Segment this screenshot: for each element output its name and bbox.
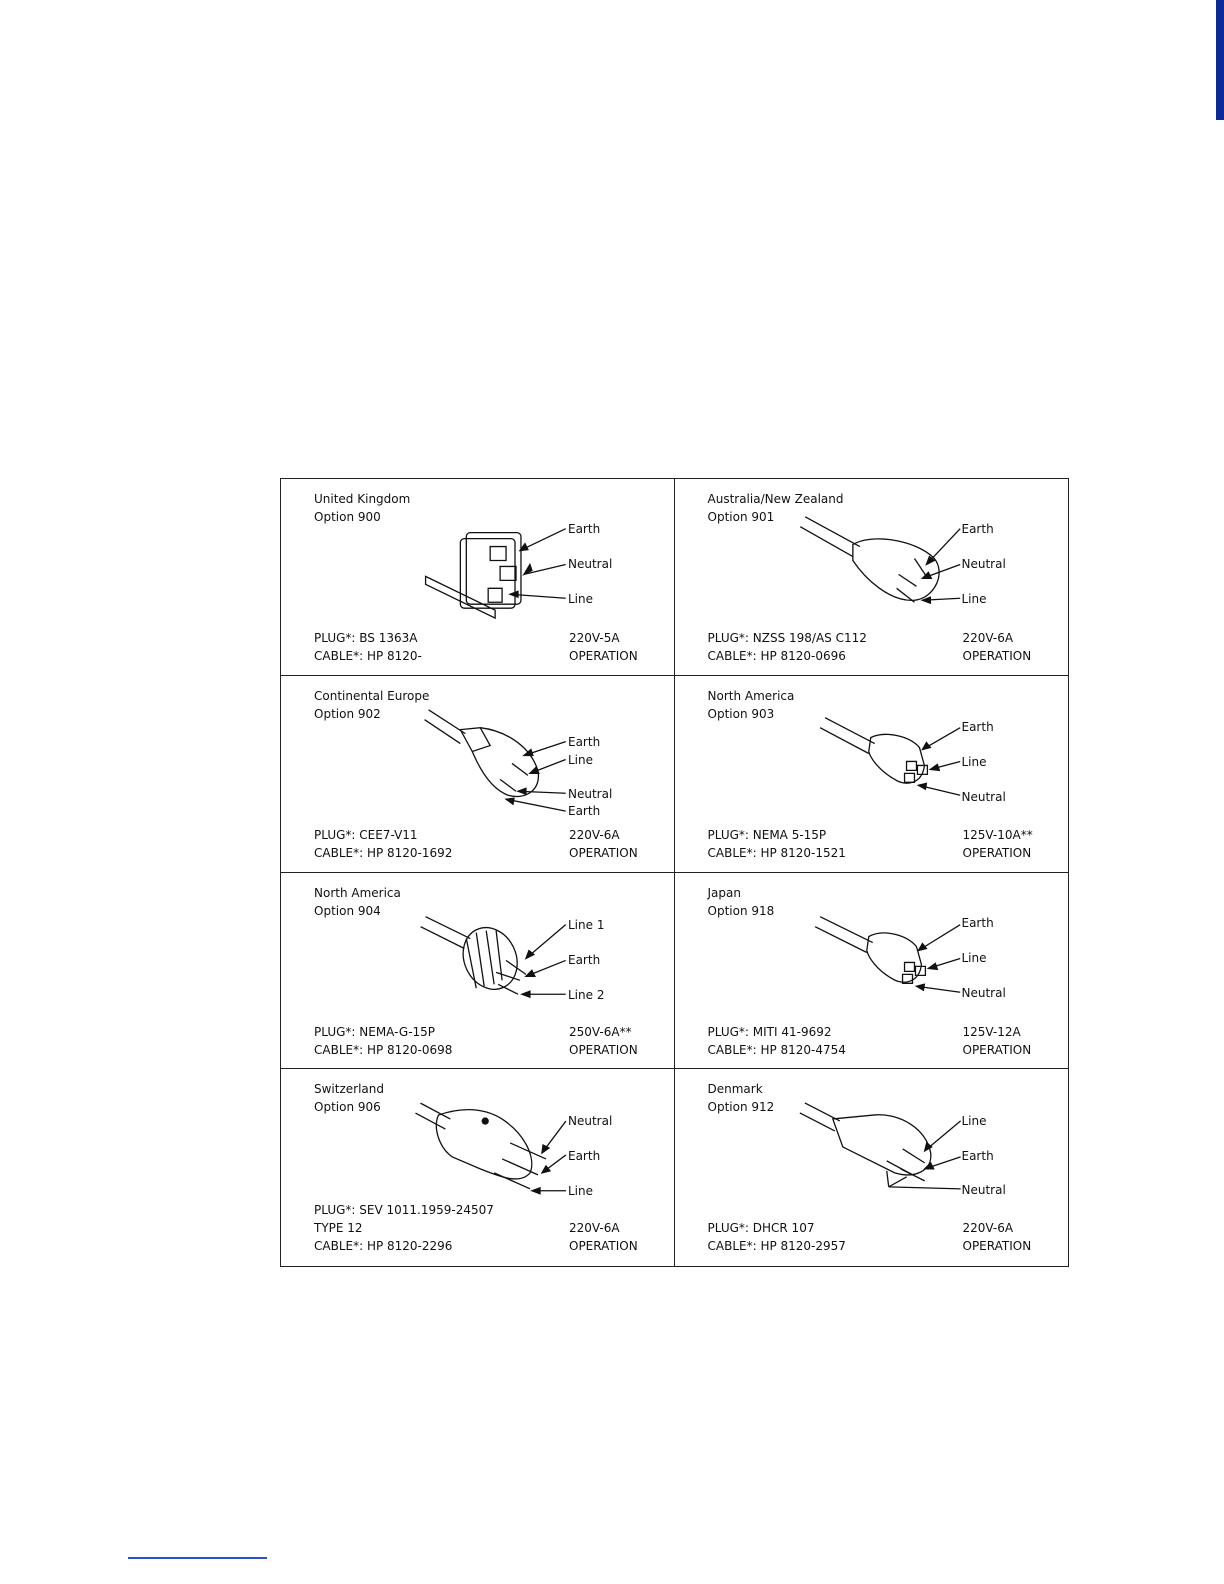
voltage-rating: 220V-6A xyxy=(962,1221,1014,1236)
pin-label-neutral: Neutral xyxy=(961,789,1006,804)
operation-label: OPERATION xyxy=(962,1239,1032,1254)
pin-label-line-1: Line 1 xyxy=(568,917,605,932)
country-label: Denmark xyxy=(707,1082,763,1097)
power-cord-table xyxy=(280,478,1069,1267)
pin-label-earth: Earth xyxy=(961,1149,994,1164)
operation-label: OPERATION xyxy=(962,649,1032,663)
plug-spec: PLUG*: NEMA 5-15P xyxy=(707,827,827,842)
cell-north-america-903 xyxy=(675,676,1069,873)
operation-label: OPERATION xyxy=(962,845,1032,860)
pin-label-neutral: Neutral xyxy=(568,786,613,801)
plug-spec: PLUG*: SEV 1011.1959-24507 xyxy=(314,1203,494,1218)
plug-spec: PLUG*: DHCR 107 xyxy=(707,1221,815,1236)
plug-spec: PLUG*: NZSS 198/AS C112 xyxy=(707,631,867,645)
plug-spec: PLUG*: NEMA-G-15P xyxy=(314,1024,436,1039)
pin-label-line-2: Line 2 xyxy=(568,987,605,1002)
cable-part-number: CABLE*: HP 8120-1692 xyxy=(314,845,453,860)
pin-label-line: Line xyxy=(961,592,987,606)
cable-part-number: CABLE*: HP 8120-0696 xyxy=(707,649,846,663)
country-label: Japan xyxy=(707,885,741,900)
option-number: Option 918 xyxy=(707,903,775,918)
footnote-rule xyxy=(128,1557,267,1559)
cable-part-number: CABLE*: HP 8120-0698 xyxy=(314,1042,453,1057)
operation-label: OPERATION xyxy=(569,649,638,663)
edge-color-bar xyxy=(1216,0,1224,120)
pin-label-line: Line xyxy=(961,1114,987,1129)
pin-label-line: Line xyxy=(568,1184,594,1199)
country-label: North America xyxy=(314,885,401,900)
option-number: Option 912 xyxy=(707,1100,775,1115)
voltage-rating: 125V-12A xyxy=(962,1024,1021,1039)
cable-part-number: CABLE*: HP 8120-1521 xyxy=(707,845,846,860)
voltage-rating: 250V-6A** xyxy=(569,1024,632,1039)
pin-label-line: Line xyxy=(961,950,987,965)
voltage-rating: 220V-5A xyxy=(569,631,620,645)
pin-label-earth: Earth xyxy=(961,719,994,734)
cell-japan xyxy=(675,873,1069,1070)
option-number: Option 900 xyxy=(314,510,381,524)
plug-type: TYPE 12 xyxy=(314,1221,363,1236)
voltage-rating: 220V-6A xyxy=(962,631,1014,645)
cell-continental-europe xyxy=(281,676,675,873)
plug-spec: PLUG*: MITI 41-9692 xyxy=(707,1024,832,1039)
cable-part-number: CABLE*: HP 8120-4754 xyxy=(707,1042,846,1057)
pin-label-earth: Earth xyxy=(568,734,601,749)
pin-label-earth-2: Earth xyxy=(568,803,601,818)
country-label: North America xyxy=(707,688,795,703)
pin-label-neutral: Neutral xyxy=(961,1183,1006,1198)
option-number: Option 906 xyxy=(314,1100,381,1115)
pin-label-neutral: Neutral xyxy=(568,557,613,571)
cell-denmark xyxy=(675,1069,1069,1266)
option-number: Option 902 xyxy=(314,706,381,721)
pin-label-earth: Earth xyxy=(568,522,601,536)
option-number: Option 904 xyxy=(314,903,381,918)
country-label: Continental Europe xyxy=(314,688,430,703)
pin-label-line: Line xyxy=(568,592,594,606)
cable-part-number: CABLE*: HP 8120- xyxy=(314,649,422,663)
pin-label-earth: Earth xyxy=(568,1149,601,1164)
voltage-rating: 220V-6A xyxy=(569,827,620,842)
option-number: Option 903 xyxy=(707,706,775,721)
plug-spec: PLUG*: BS 1363A xyxy=(314,631,418,645)
cable-part-number: CABLE*: HP 8120-2957 xyxy=(707,1239,846,1254)
voltage-rating: 125V-10A** xyxy=(962,827,1033,842)
pin-label-neutral: Neutral xyxy=(961,985,1006,1000)
cell-united-kingdom xyxy=(281,479,675,676)
cell-switzerland xyxy=(281,1069,675,1266)
pin-label-neutral: Neutral xyxy=(961,557,1006,571)
pin-label-line: Line xyxy=(568,752,594,767)
cell-australia-new-zealand xyxy=(675,479,1069,676)
pin-label-line: Line xyxy=(961,754,987,769)
pin-label-earth: Earth xyxy=(961,915,994,930)
pin-label-earth: Earth xyxy=(961,522,994,536)
country-label: Australia/New Zealand xyxy=(707,492,844,506)
operation-label: OPERATION xyxy=(569,845,638,860)
option-number: Option 901 xyxy=(707,510,775,524)
operation-label: OPERATION xyxy=(962,1042,1032,1057)
country-label: Switzerland xyxy=(314,1082,384,1097)
cable-part-number: CABLE*: HP 8120-2296 xyxy=(314,1239,453,1254)
country-label: United Kingdom xyxy=(314,492,411,506)
plug-spec: PLUG*: CEE7-V11 xyxy=(314,827,418,842)
cell-north-america-904 xyxy=(281,873,675,1070)
pin-label-neutral: Neutral xyxy=(568,1114,613,1129)
pin-label-earth: Earth xyxy=(568,952,601,967)
operation-label: OPERATION xyxy=(569,1042,638,1057)
voltage-rating: 220V-6A xyxy=(569,1221,620,1236)
operation-label: OPERATION xyxy=(569,1239,638,1254)
